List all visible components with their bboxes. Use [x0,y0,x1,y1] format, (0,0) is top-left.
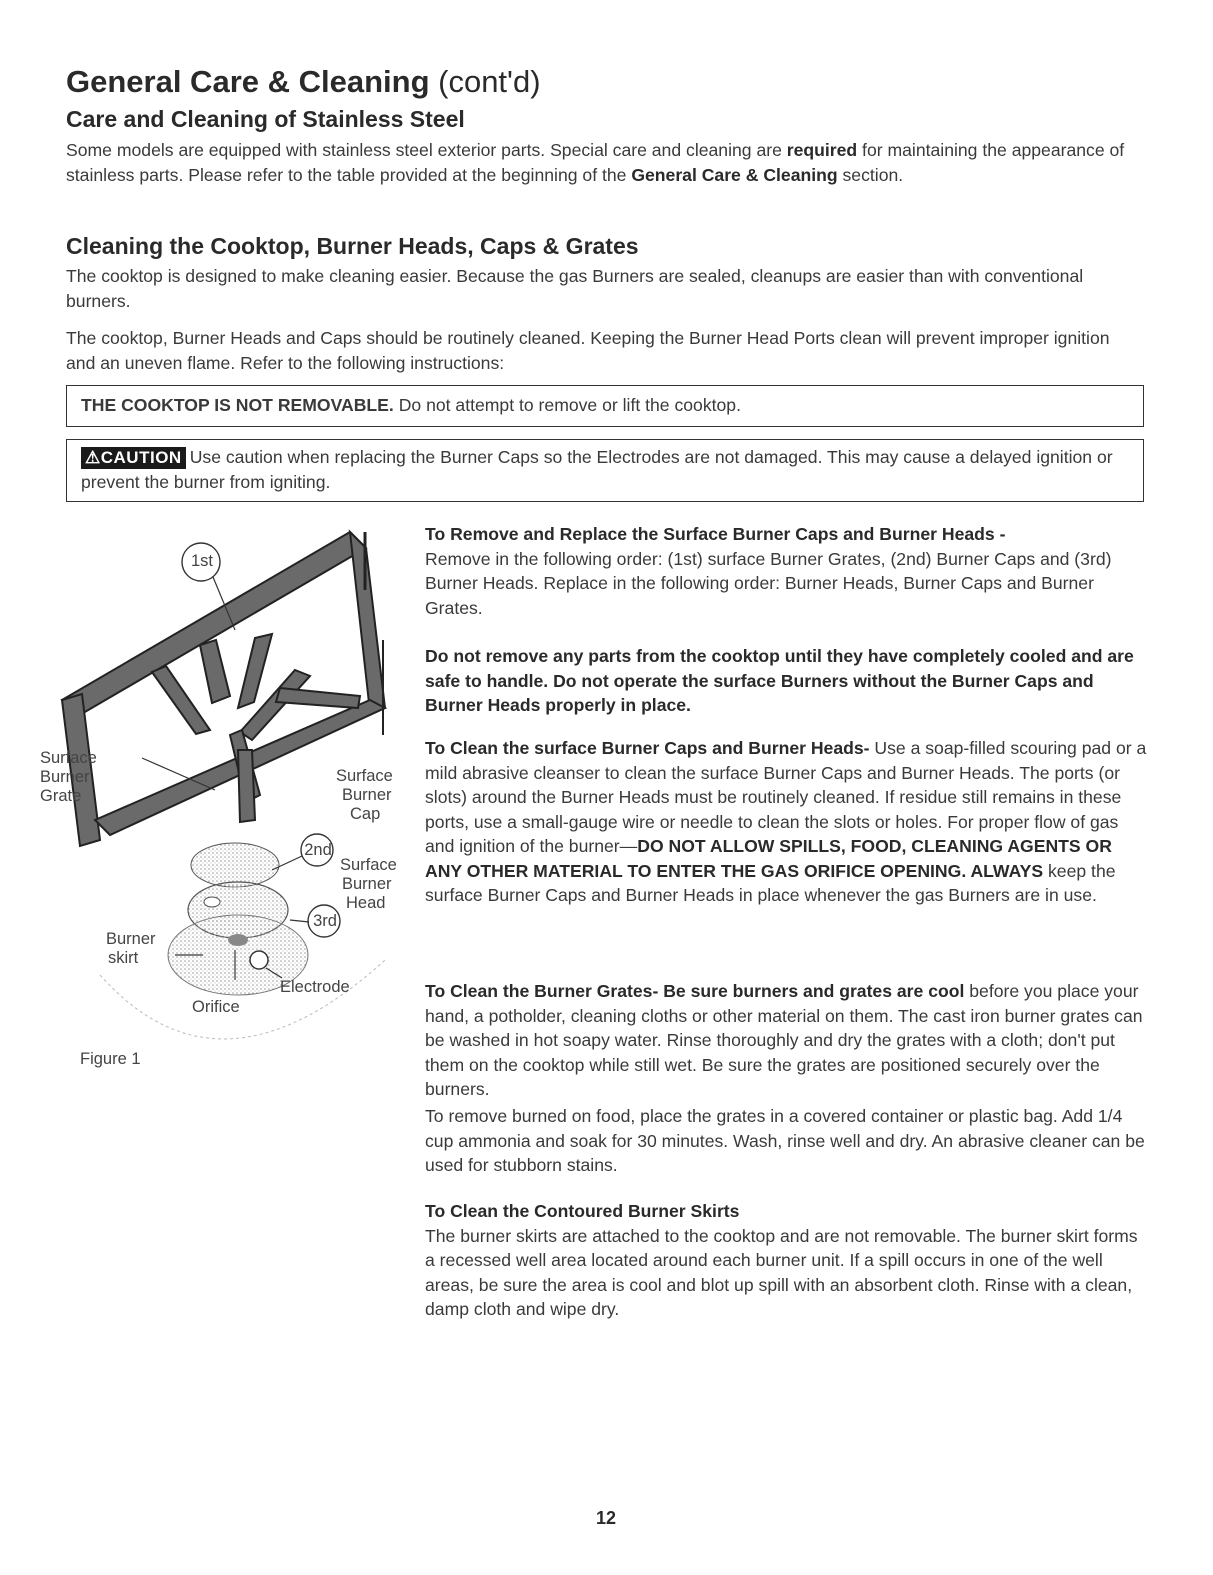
burner-skirts-section [425,1199,1147,1322]
cooling-warning: Do not remove any parts from the cooktop until they have completely cooled and are safe to handle. Do not operate the surface Burners without the Burner Caps and Burner Heads properly in place. [425,646,1134,715]
step-1st-label: 1st [190,552,213,570]
burner-skirts-text: The burner skirts are attached to the cooktop and are not removable. The burner skirt forms a recessed well area located around each burner unit. If a spill occurs in one of the well areas, be sure the area is cool and blot up spill with an absorbent cloth. Rinse with a clean, damp cloth and wipe dry. [425,1225,1138,1319]
remove-replace-heading: To Remove and Replace the Surface Burner Caps and Burner Heads - [425,524,1006,544]
notice-text: Do not attempt to remove or lift the cooktop. [393,395,741,415]
caution-label: ⚠CAUTION [81,447,186,469]
surface-burner-grate-label: Surface Burner Grate [40,749,97,805]
surface-burner-cap-label: Surface Burner Cap [336,767,393,823]
step-2nd-label: 2nd [304,841,332,859]
burner-skirt-label: Burner skirt [106,930,156,967]
remove-replace-text: Remove in the following order: (1st) surface Burner Grates, (2nd) Burner Caps and (3rd) Burner Heads. Replace in the following order: Burner Heads, Burner Caps and Burner Grates. [425,548,1112,618]
figure-caption: Figure 1 [80,1050,141,1068]
clean-grates-heading: To Clean the Burner Grates- Be sure burners and grates are cool [425,981,965,1001]
burner-figure [40,520,420,1100]
stainless-heading: Care and Cleaning of Stainless Steel [66,106,465,132]
notice-bold: THE COOKTOP IS NOT REMOVABLE. [81,395,394,415]
surface-burner-head-label: Surface Burner Head [340,856,397,912]
clean-grates-section: To Clean the Burner Grates- Be sure burners and grates are cool before you place your hand, a potholder, cleaning cloths or other material on them. The cast iron burner grates can be washed in hot soapy water. Rinse thoroughly and dry the grates with a cloth; don't put them on the cooktop while still wet. Be sure the grates are positioned securely over the burners. [425,981,1143,1099]
cooktop-heading: Cleaning the Cooktop, Burner Heads, Caps & Grates [66,233,639,259]
cooktop-paragraph-2: The cooktop, Burner Heads and Caps should be routinely cleaned. Keeping the Burner Head Ports clean will prevent improper ignition and an uneven flame. Refer to the following instructions: [66,328,1110,373]
caution-text: Use caution when replacing the Burner Caps so the Electrodes are not damaged. This may cause a delayed ignition or prevent the burner from igniting. [81,447,1113,492]
warning-triangle-icon: ⚠ [85,448,101,467]
burned-food-paragraph: To remove burned on food, place the grates in a covered container or plastic bag. Add 1/4 cup ammonia and soak for 30 minutes. Wash, rinse well and dry. An abrasive cleaner can be used for stubborn stains. [425,1106,1145,1175]
burner-skirts-heading: To Clean the Contoured Burner Skirts [425,1201,740,1221]
electrode-label: Electrode [280,978,350,996]
stainless-paragraph: Some models are equipped with stainless steel exterior parts. Special care and cleaning are required for maintaining the appearance of stainless parts. Please refer to the table provided at the beginning of the General Care & Cleaning section. [66,140,1125,185]
clean-caps-section: To Clean the surface Burner Caps and Burner Heads- Use a soap-filled scouring pad or a mild abrasive cleanser to clean the surface Burner Caps and Burner Heads. The ports (or slots) around the Burner Heads must be routinely cleaned. If residue still remains in these ports, use a small-gauge wire or needle to clean the slots or holes. For proper flow of gas and ignition of the burner—DO NOT ALLOW SPILLS, FOOD, CLEANING AGENTS OR ANY OTHER MATERIAL TO ENTER THE GAS ORIFICE OPENING. ALWAYS keep the surface Burner Caps and Burner Heads in place whenever the gas Burners are in use. [425,738,1147,905]
orifice-label: Orifice [192,998,240,1016]
caution-notice [66,439,1144,502]
step-3rd-label: 3rd [313,912,337,930]
cooktop-paragraph-1: The cooktop is designed to make cleaning easier. Because the gas Burners are sealed, cleanups are easier than with conventional burners. [66,266,1084,311]
remove-replace-section [425,522,1147,620]
not-removable-notice [66,385,1144,427]
clean-caps-heading: To Clean the surface Burner Caps and Burner Heads- [425,738,870,758]
page-number: 12 [596,1508,617,1528]
page-title: General Care & Cleaning (cont'd) [66,64,541,99]
